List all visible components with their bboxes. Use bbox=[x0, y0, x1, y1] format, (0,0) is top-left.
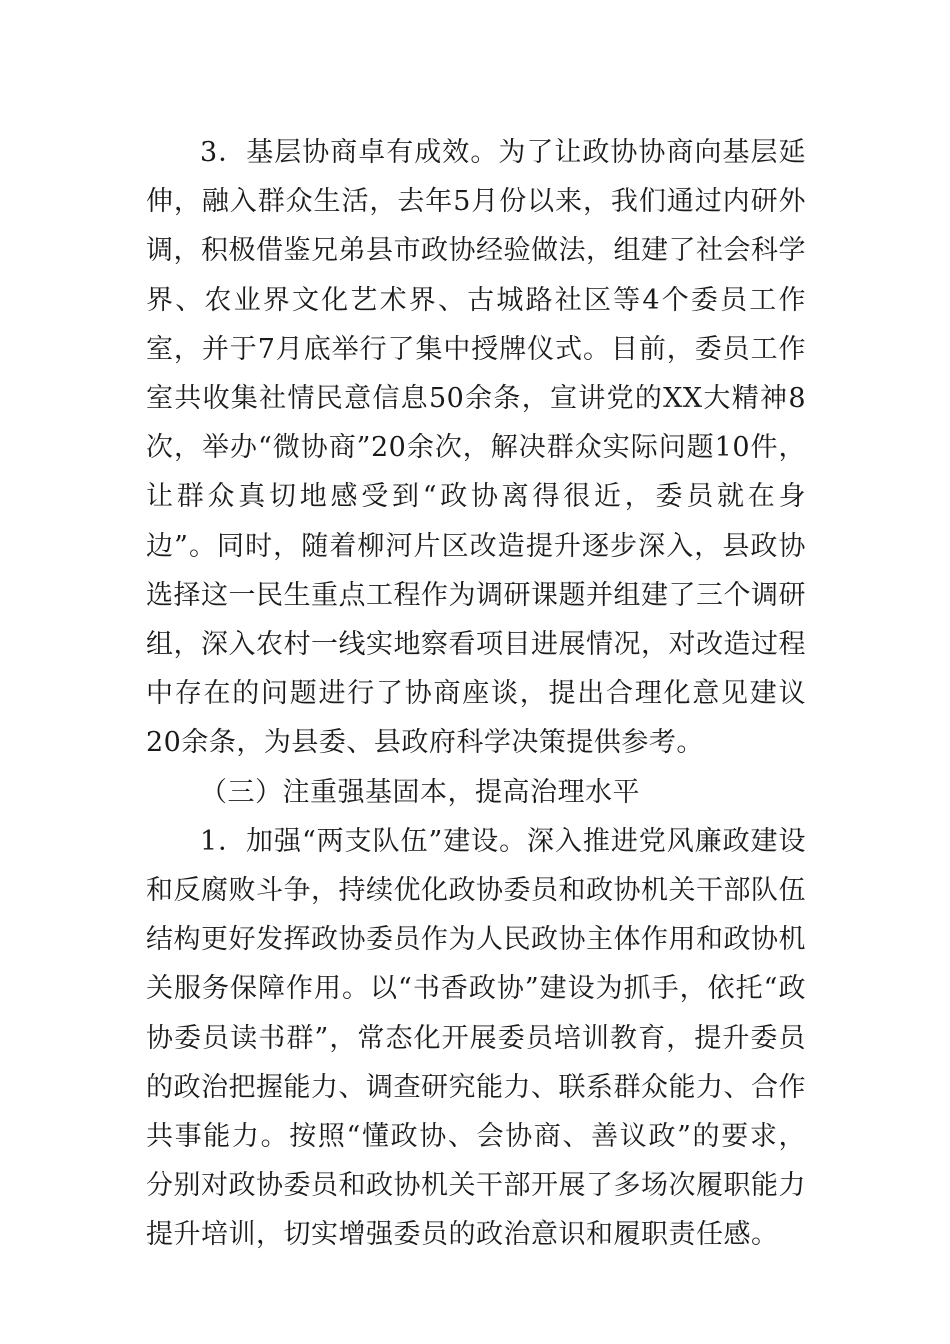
section-heading-strengthen-foundation: （三）注重强基固本，提高治理水平 bbox=[200, 776, 640, 808]
paragraph-grassroots-consultation: 3．基层协商卓有成效。为了让政协协商向基层延伸，融入群众生活，去年5月份以来，我们通过内研外调，积极借鉴兄弟县市政协经验做法，组建了社会科学界、农业界文化艺术界、古城路社区等4个委员工作室，并于7月底举行了集中授牌仪式。目前，委员工作室共收集社情民意信息50余条，宣讲党的XX大精神8次，举办“微协商”20余次，解决群众实际问题10件，让群众真切地感受到“政协离得很近，委员就在身边”。同时，随着柳河片区改造提升逐步深入，县政协选择这一民生重点工程作为调研课题并组建了三个调研组，深入农村一线实地察看项目进展情况，对改造过程中存在的问题进行了协商座谈，提出合理化意见建议20余条，为县委、县政府科学决策提供参考。 bbox=[146, 137, 806, 759]
document-body bbox=[146, 128, 806, 1260]
paragraph-two-teams: 1．加强“两支队伍”建设。深入推进党风廉政建设和反腐败斗争，持续优化政协委员和政协机关干部队伍结构更好发挥政协委员作为人民政协主体作用和政协机关服务保障作用。以“书香政协”建设为抓手，依托“政协委员读书群”，常态化开展委员培训教育，提升委员的政治把握能力、调查研究能力、联系群众能力、合作共事能力。按照“懂政协、会协商、善议政”的要求，分别对政协委员和政协机关干部开展了多场次履职能力提升培训，切实增强委员的政治意识和履职责任感。 bbox=[146, 825, 806, 1251]
